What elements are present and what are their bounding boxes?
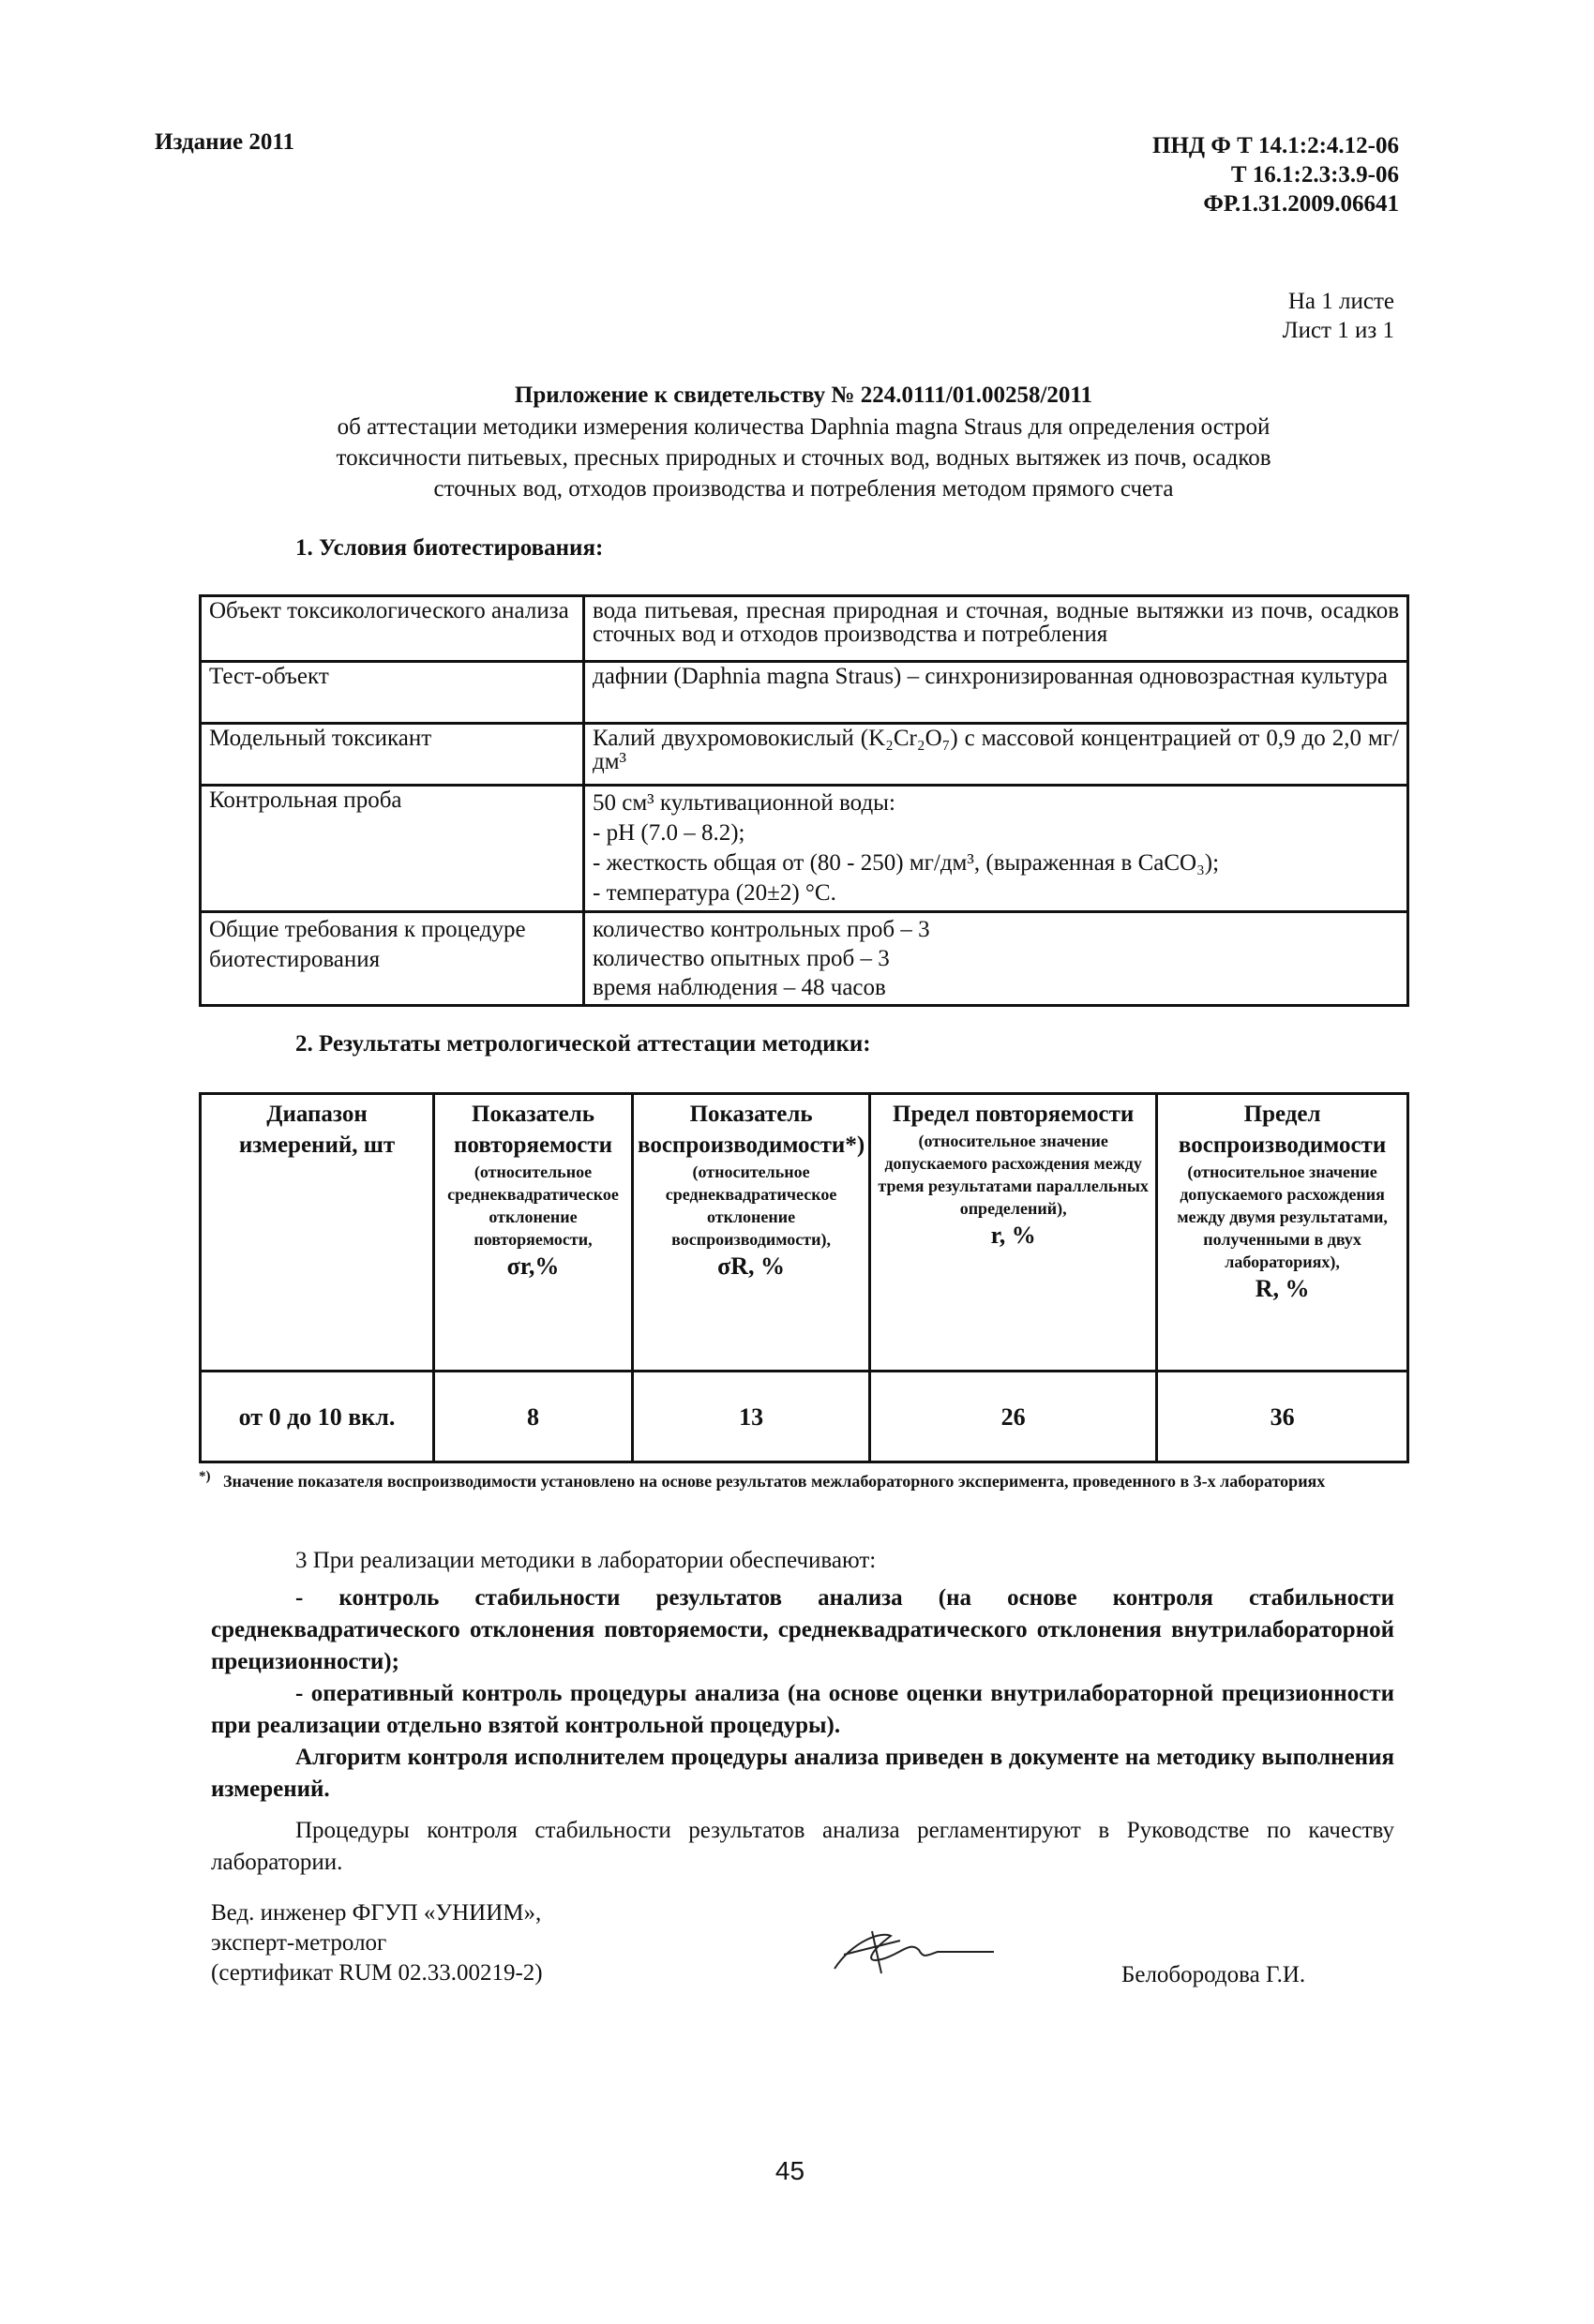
value-line: количество опытных проб – 3 bbox=[593, 946, 890, 971]
column-title: Предел повторяемости bbox=[893, 1102, 1135, 1127]
table-row bbox=[201, 912, 1408, 1006]
value-cell: 36 bbox=[1157, 1372, 1408, 1462]
table-header-row bbox=[201, 1094, 1408, 1372]
signer-line: Вед. инженер ФГУП «УНИИМ», bbox=[211, 1900, 542, 1926]
column-header bbox=[633, 1094, 870, 1372]
row-label: Объект токсикологического анализа bbox=[201, 596, 584, 662]
paragraph: - оперативный контроль процедуры анализа (на основе оценки внутрилабораторной прецизионности при реализации отдельно взятой контрольной процедуры). bbox=[211, 1681, 1394, 1738]
table-row bbox=[201, 724, 1408, 786]
value-line: 50 см³ культивационной воды: bbox=[593, 790, 895, 816]
value-cell: 13 bbox=[633, 1372, 870, 1462]
value-line: - температура (20±2) °С. bbox=[593, 880, 836, 906]
page-number: 45 bbox=[774, 2156, 805, 2185]
row-value: вода питьевая, пресная природная и сточная, водные вытяжки из почв, осадков сточных вод и отходов производства и потребления bbox=[584, 596, 1408, 662]
column-symbol: r, % bbox=[990, 1222, 1036, 1249]
row-value: Калий двухромовокислый (K₂Cr₂O₇) с массовой концентрацией от 0,9 до 2,0 мг/дм³ bbox=[584, 724, 1408, 786]
section2-heading: 2. Результаты метрологической аттестации методики: bbox=[295, 1031, 871, 1057]
value-line: время наблюдения – 48 часов bbox=[593, 975, 886, 1000]
signature-image bbox=[816, 1912, 1003, 1987]
row-label: Общие требования к процедуре биотестирования bbox=[201, 912, 584, 1006]
code-line: ФР.1.31.2009.06641 bbox=[1203, 191, 1399, 217]
column-note: (относительное среднеквадратическое отклонение повторяемости, bbox=[447, 1162, 619, 1249]
column-symbol: σr,% bbox=[506, 1252, 560, 1280]
column-note: (относительное значение допускаемого расхождения между тремя результатами параллельных определений), bbox=[878, 1132, 1149, 1218]
subtitle-line: об аттестации методики измерения количества Daphnia magna Straus для определения острой bbox=[337, 414, 1271, 440]
range-cell: от 0 до 10 вкл. bbox=[201, 1372, 434, 1462]
column-header bbox=[434, 1094, 633, 1372]
column-note: (относительное значение допускаемого расхождения между двумя результатами, полученными в двух лабораториях), bbox=[1177, 1162, 1388, 1271]
sheet-of: Лист 1 из 1 bbox=[1282, 318, 1394, 343]
row-value bbox=[584, 912, 1408, 1006]
column-title: Показатель повторяемости bbox=[453, 1102, 613, 1158]
sheet-info bbox=[1283, 287, 1394, 345]
code-line: ПНД Ф Т 14.1:2:4.12-06 bbox=[1152, 133, 1399, 158]
signer-line: эксперт-метролог bbox=[211, 1930, 387, 1956]
value-line: количество контрольных проб – 3 bbox=[593, 917, 930, 942]
footnote-text: Значение показателя воспроизводимости установлено на основе результатов межлабораторного эксперимента, проведенного в 3-х лабораториях bbox=[223, 1472, 1326, 1491]
subtitle bbox=[199, 412, 1408, 504]
code-line: Т 16.1:2.3:3.9-06 bbox=[1230, 162, 1399, 187]
column-header bbox=[870, 1094, 1157, 1372]
row-label: Тест-объект bbox=[201, 662, 584, 724]
column-title: Предел воспроизводимости bbox=[1178, 1102, 1387, 1158]
subtitle-line: токсичности питьевых, пресных природных и сточных вод, водных вытяжек из почв, осадков bbox=[336, 445, 1271, 471]
footnote bbox=[199, 1462, 1408, 1496]
row-value: дафнии (Daphnia magna Straus) – синхронизированная одновозрастная культура bbox=[584, 662, 1408, 724]
row-value bbox=[584, 786, 1408, 912]
column-note: (относительное среднеквадратическое отклонение воспроизводимости), bbox=[665, 1162, 837, 1249]
table-row bbox=[201, 596, 1408, 662]
paragraph: - контроль стабильности результатов анализа (на основе контроля стабильности среднеквадратического отклонения повторяемости, среднеквадратического отклонения внутрилабораторной прецизионности); bbox=[211, 1585, 1394, 1674]
edition-label: Издание 2011 bbox=[155, 129, 294, 155]
results-table bbox=[199, 1092, 1409, 1463]
conditions-table bbox=[199, 594, 1409, 1007]
column-symbol: R, % bbox=[1255, 1275, 1310, 1302]
table-row bbox=[201, 1372, 1408, 1462]
signer-block bbox=[211, 1898, 543, 1988]
column-symbol: σR, % bbox=[717, 1252, 786, 1280]
paragraph: Процедуры контроля стабильности результатов анализа регламентируют в Руководстве по качеству лаборатории. bbox=[211, 1818, 1394, 1875]
value-line: - pH (7.0 – 8.2); bbox=[593, 820, 745, 846]
column-header bbox=[201, 1094, 434, 1372]
section1-heading: 1. Условия биотестирования: bbox=[295, 535, 604, 561]
value-cell: 26 bbox=[870, 1372, 1157, 1462]
row-label: Модельный токсикант bbox=[201, 724, 584, 786]
section3-body bbox=[211, 1582, 1394, 1879]
column-title: Диапазон измерений, шт bbox=[238, 1102, 396, 1158]
value-cell: 8 bbox=[434, 1372, 633, 1462]
table-row bbox=[201, 662, 1408, 724]
row-label: Контрольная проба bbox=[201, 786, 584, 912]
column-title: Показатель воспроизводимости*) bbox=[638, 1102, 865, 1158]
footnote-mark: *) bbox=[199, 1469, 211, 1484]
signer-line: (сертификат RUM 02.33.00219-2) bbox=[211, 1960, 543, 1986]
signer-name: Белобородова Г.И. bbox=[1121, 1962, 1306, 1987]
subtitle-line: сточных вод, отходов производства и потребления методом прямого счета bbox=[433, 476, 1174, 502]
paragraph: Алгоритм контроля исполнителем процедуры анализа приведен в документе на методику выполнения измерений. bbox=[211, 1745, 1394, 1802]
sheet-count: На 1 листе bbox=[1287, 289, 1394, 314]
page-title: Приложение к свидетельству № 224.0111/01.00258/2011 bbox=[514, 382, 1093, 408]
value-line: - жесткость общая от (80 - 250) мг/дм³, (выраженная в CaCO₃); bbox=[593, 850, 1220, 876]
section3-heading: 3 При реализации методики в лаборатории обеспечивают: bbox=[295, 1548, 877, 1573]
column-header bbox=[1157, 1094, 1408, 1372]
table-row bbox=[201, 786, 1408, 912]
document-codes bbox=[1152, 131, 1399, 218]
